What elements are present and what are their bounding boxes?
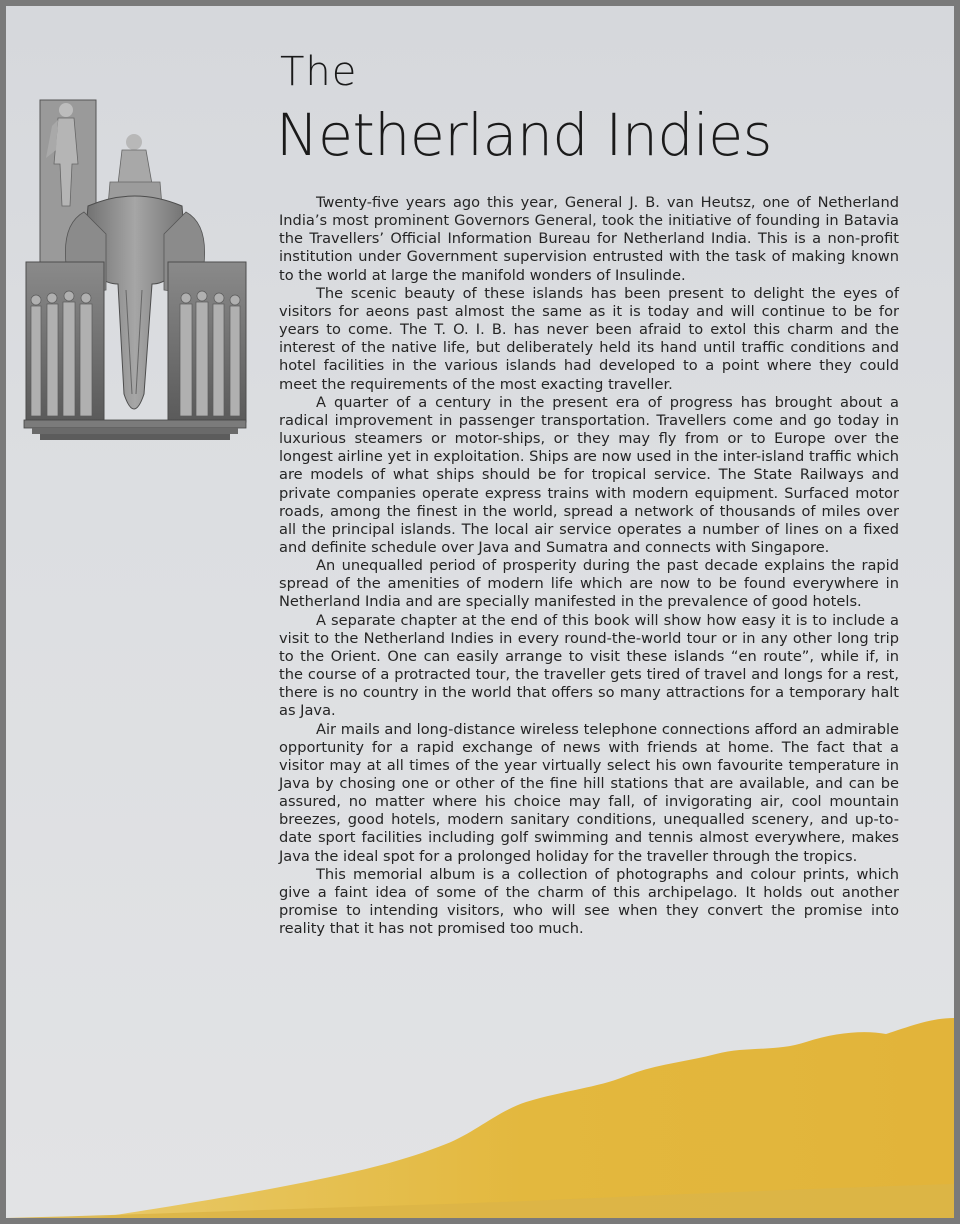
paragraph: Twenty-five years ago this year, General J. B. van Heutsz, one of Netherland India’s most prominent Governors General, took the initiative of founding in Batavia the Travellers’ Official Information Bureau for Netherland India. This is a non-profit institution under Government supervision entrusted with the task of making known to the world at large the manifold wonders of Insulinde. (279, 194, 899, 284)
title-the: The (280, 49, 358, 95)
paragraph: The scenic beauty of these islands has been present to delight the eyes of visitors for aeons past almost the same as it is today and will continue to be for years to come. The T. O. I. B. has never been afraid to extol this charm and the interest of the native life, but deliberately held its hand until traffic conditions and hotel facilities in the various islands had developed to a point where they could meet the requirements of the most exacting traveller. (279, 284, 899, 393)
page (6, 6, 954, 1218)
statue-monument-icon (22, 94, 248, 442)
paragraph: A quarter of a century in the present era of progress has brought about a radical improvement in passenger transportation. Travellers come and go today in luxurious steamers or motor-ships, or they may fly from or to Europe over the longest airline yet in exploitation. Ships are now used in the inter-island traffic which are models of what ships should be for tropical service. The State Railways and private companies operate express trains with modern equipment. Surfaced motor roads, among the finest in the world, spread a network of thousands of miles over all the principal islands. The local air service operates a number of lines on a fixed and definite schedule over Java and Sumatra and connects with Singapore. (279, 393, 899, 556)
paragraph: This memorial album is a collection of photographs and colour prints, which give a faint idea of some of the charm of this archipelago. It holds out another promise to intending visitors, who will see when they convert the promise into reality that it has not promised too much. (279, 865, 899, 938)
paragraph: A separate chapter at the end of this book will show how easy it is to include a visit to the Netherland Indies in every round-the-world tour or in any other long trip to the Orient. One can easily arrange to visit these islands “en route”, while if, in the course of a protracted tour, the traveller gets tired of travel and longs for a rest, there is no country in the world that offers so many attractions for a temporary halt as Java. (279, 611, 899, 720)
article-body (279, 194, 899, 938)
page-title: Netherland Indies (276, 101, 772, 169)
decorative-wave (6, 1018, 954, 1218)
paragraph: Air mails and long-distance wireless telephone connections afford an admirable opportunity for a rapid exchange of news with friends at home. The fact that a visitor may at all times of the year virtually select his own favourite temperature in Java by chosing one or other of the fine hill stations that are available, and can be assured, no matter where his choice may fall, of invigorating air, cool mountain breezes, good hotels, modern sanitary conditions, unequalled scenery, and up-to-date sport facilities including golf swimming and tennis almost everywhere, makes Java the ideal spot for a prolonged holiday for the traveller through the tropics. (279, 720, 899, 865)
paragraph: An unequalled period of prosperity during the past decade explains the rapid spread of the amenities of modern life which are now to be found everywhere in Netherland India and are specially manifested in the prevalence of good hotels. (279, 557, 899, 611)
